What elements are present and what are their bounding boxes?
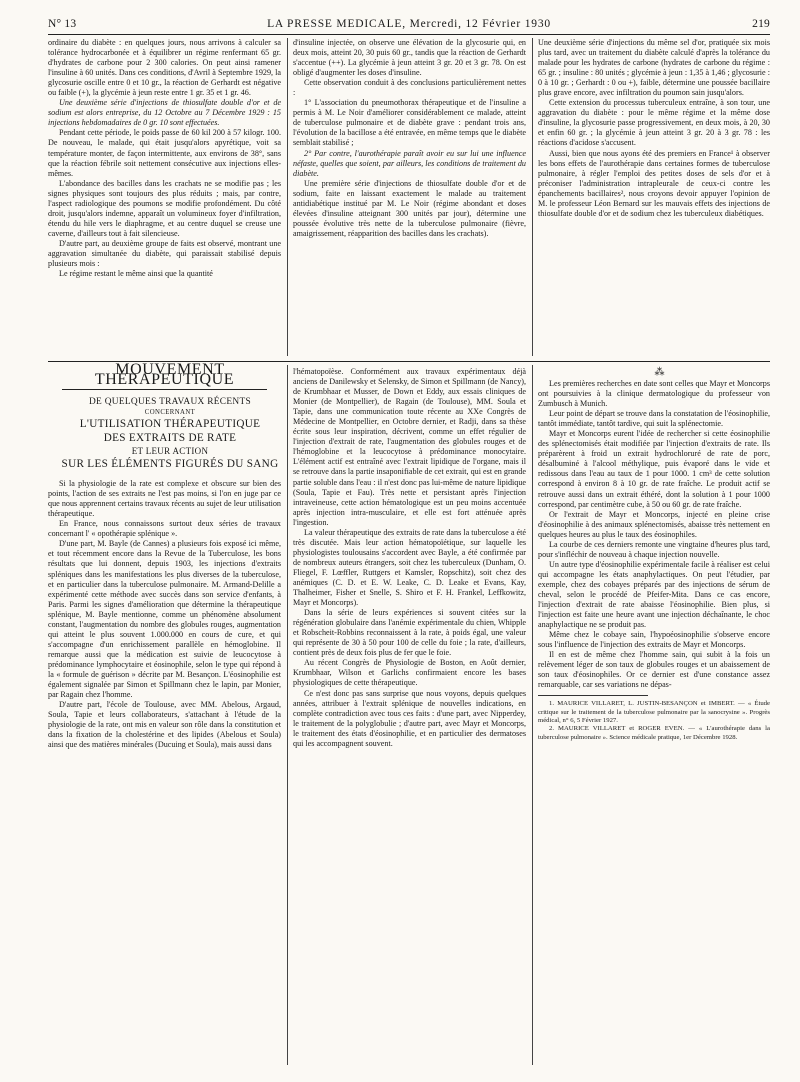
paragraph: ordinaire du diabète : en quelques jours, nous arrivons à calculer sa tolérance hydrocarbonée et à équilibrer un régime renfermant 65 gr. d'hydrates de carbone pour 2 300 calories. On peut ainsi ramener l'insuline à 60 unités. Dans ces conditions, d'Avril à Septembre 1929, la glycosurie oscille entre 0 et 10 gr., la réaction de Gerhardt est négative ou faible (+), la glycémie à jeun reste entre 1 gr. 35 et 1 gr. 46.	[48, 38, 281, 98]
paragraph: Au récent Congrès de Physiologie de Boston, en Août dernier, Krumbhaar, Wilson et Garlichs confirmaient encore les bases physiologiques de cette thérapeutique.	[293, 658, 526, 688]
paragraph: Ce n'est donc pas sans surprise que nous voyons, depuis quelques années, attribuer à l'extrait splénique de nouvelles indications, en complète contradiction avec tous ces faits : d'une part, avec Nipperdey, le traitement de la polyglobulie ; d'autre part, avec Mayr et Moncorps, le traitement des états d'éosinophilie, et en particulier des dermatoses qui les accompagnent souvent.	[293, 688, 526, 748]
header-rule	[48, 34, 770, 35]
paragraph: Un autre type d'éosinophilie expérimentale facile à réaliser est celui qui accompagne les états anaphylactiques. On peut l'étudier, par exemple, chez des cobayes préparés par des injections de sérum de cheval, selon le procédé de Pfeifer-Mita. Dans ce cas encore, l'injection d'extrait de rate abaisse l'éosinophilie. Bien plus, si l'injection est faite une heure avant une injection déchaînante, le choc anaphylactique ne se produit pas.	[538, 559, 770, 630]
footnote: 2. MAURICE VILLARET et ROGER EVEN. — « L'aurothérapie dans la tuberculose pulmonaire ». Science médicale pratique, 1er Décembre 1928.	[538, 725, 770, 741]
paragraph: Aussi, bien que nous ayons été des premiers en France¹ à observer les bons effets de l'aurothérapie dans certaines formes de tuberculose pulmonaire, à régler l'emploi des petites doses de sels d'or et à préconiser l'administration intrapleurale de ceux-ci contre les épanchements bacillaires², nous croyons devoir appuyer l'opinion de M. le professeur Léon Bernard sur les mauvais effets des injections de thiosulfate double d'or et de sodium chez les tuberculeux diabétiques.	[538, 148, 770, 218]
paragraph: l'hématopoïèse. Conformément aux travaux expérimentaux déjà anciens de Danilewsky et Selensky, de Simon et Spillmann (de Nancy), de Krumbhaar et Musser, de Down et Eddy, aux essais cliniques de Monier (de Montpellier), de Ragain (de Toulouse), MM. Soula et Tapie, dans une communication toute récente au XXe Congrès de Médecine de Montpellier, en Octobre dernier, et Radji, dans sa thèse écrite sous leur inspiration, décrivent, comme un effet régulier de l'injection d'extrait de rate, l'augmentation des globules rouges et de l'hémoglobine et la leucocytose à prédominance monocytaire. L'élément actif est entraîné avec l'extrait lipidique de l'organe, mais il se retrouve dans la partie insaponifiable de cet extrait, qui est en grande partie soluble dans l'eau : il n'est donc pas lui-même de nature lipidique (Soula, Tapie et Fau). Très nette et persistant après l'injection intraveineuse, cette action hématologique est un peu moins accentuée après injection intra-musculaire, et elle est fort atténuée après l'ingestion.	[293, 367, 526, 527]
issue-number: N° 13	[48, 18, 77, 30]
page-number: 219	[752, 18, 770, 30]
paragraph: L'abondance des bacilles dans les crachats ne se modifie pas ; les signes physiques sont toujours des plus réduits ; mais, par contre, l'aspect radiologique des poumons se modifie profondément. Du côté droit, jusqu'alors indemne, apparaît un volumineux foyer d'infiltration, étendu du hile vers le diaphragme, et au centre duquel se creuse une caverne, d'ailleurs tout à fait silencieuse.	[48, 178, 281, 238]
paragraph: Le régime restant le même ainsi que la quantité	[59, 269, 213, 279]
paragraph: D'une part, M. Bayle (de Cannes) a plusieurs fois exposé ici même, et tout récemment encore dans la Revue de la Tuberculose, les bons résultats que lui donnent, depuis 1903, les injections d'extraits spléniques dans les manifestations les plus diverses de la tuberculose, et en particulier dans la tuberculose pulmonaire. M. Armand-Delille a expérimenté cette méthode avec succès dans son service d'enfants, à Paris. Parmi les signes d'amélioration que détermine la thérapeutique splénique, M. Bayle mentionne, comme un phénomène absolument constant, l'augmentation du nombre des globules rouges, augmentation qui atteint le plus souvent 1.000.000 en cours de cure, et qui s'accompagne d'un enrichissement parallèle en hémoglobine. Il remarque aussi que la médication est suivie de leucocytose à prédominance lymphocytaire et éosinophile, selon le type qui répond à la « formule de guérison » décrite par M. Besançon. L'éosinophilie est également signalée par Simon et Spillmann chez le lapin, par Monier, par Ragain chez l'homme.	[48, 539, 281, 700]
paragraph: Mayr et Moncorps eurent l'idée de rechercher si cette éosinophilie des splénectomisés était modifiée par l'injection d'extraits de rate. Ils préparèrent à froid un extrait hydrochloruré de rate de porc, désalbuminé à l'alcool méthylique, puis évaporé dans le vide et redissous dans l'eau au taux de 1 pour 1000. 1 cm³ de cette solution correspond à environ 8 à 10 gr. de rate fraîche. Le produit actif se retrouve aussi dans un extrait éthéré, dont la solution à 1 pour 1000 correspond, par centimètre cube, à 50 ou 60 gr. de rate fraîche.	[538, 429, 770, 509]
paragraph: Les premières recherches en date sont celles que Mayr et Moncorps ont poursuivies à la clinique dermatologique du professeur von Zumbusch à Munich.	[538, 379, 770, 409]
section-asterism: ⁂	[654, 367, 665, 378]
paragraph: Il en est de même chez l'homme sain, qui subit à la fois un relèvement léger de son taux de globules rouges et un abaissement de son taux d'éosinophiles. Or ce dernier est d'une constance assez remarquable, car ses variations ne dépas-	[538, 650, 770, 690]
paragraph: Leur point de départ se trouve dans la constatation de l'éosinophilie, tantôt immédiate, tantôt tardive, qui suit la splénectomie.	[538, 409, 771, 429]
footnote: 1. MAURICE VILLARET, L. JUSTIN-BESANÇON et IMBERT. — « Étude critique sur le traitement de la tuberculose pulmonaire par la sanocrysine ». Progrès médical, n° 6, 5 Février 1927.	[538, 700, 770, 725]
paragraph: 1° L'association du pneumothorax thérapeutique et de l'insuline a permis à M. Le Noir d'améliorer considérablement ce malade, atteint de tuberculose pulmonaire et de diabète grave : pendant trois ans, l'évolution de la bacillose a été entravée, en même temps que le diabète semblait stabilisé ;	[293, 98, 526, 148]
paragraph: En France, nous connaissons surtout deux séries de travaux concernant l' « opothérapie splénique ».	[48, 519, 281, 539]
paragraph: Pendant cette période, le poids passe de 60 kil 200 à 57 kilogr. 100. De nouveau, le malade, qui était jusqu'alors apyrétique, voit sa température monter, de façon intermittente, aux environs de 38°, sans que la réaction fébrile soit nettement consécutive aux injections elles-mêmes.	[48, 128, 281, 178]
bottom-column-1	[48, 361, 281, 750]
paragraph: Or l'extrait de Mayr et Moncorps, injecté en pleine crise d'éosinophilie à des animaux splénectomisés, abaisse très nettement en quelques heures au plus le taux des éosinophiles.	[538, 509, 770, 539]
paragraph: 2° Par contre, l'aurothérapie paraît avoir eu sur lui une influence néfaste, quelles que soient, par ailleurs, les conditions de traitement du diabète.	[293, 148, 526, 178]
paragraph: Cette extension du processus tuberculeux entraîne, à son tour, une aggravation du diabète : pour le même régime et la même dose d'insuline, la glycosurie passe progressivement, en deux mois, à 20, 30 et enfin 60 gr. ; la glycémie à jeun atteint 3 gr. 20 à 3 gr. 78 : les réactions d'acidose s'accusent.	[538, 98, 770, 148]
paragraph: Une première série d'injections de thiosulfate double d'or et de sodium, faite en laissant exactement le malade au traitement antidiabétique institué par M. Le Noir (régime abondant et doses élevées d'insuline atteignant 300 unités par jour), détermine une poussée évolutive très nette de la tuberculose pulmonaire (fièvre, amaigrissement, réapparition des bacilles dans les crachats).	[293, 178, 526, 238]
column-divider	[287, 38, 288, 356]
paragraph: Dans la série de leurs expériences si souvent citées sur la régénération globulaire dans l'anémie expérimentale du chien, Whipple et Robscheit-Robbins reconnaissent à la rate, à poids égal, une valeur qui représente de 30 à 50 pour 100 de celle du foie ; la rate, d'ailleurs, contient près de deux fois plus de fer que le foie.	[293, 608, 526, 658]
article-subtitle: DES EXTRAITS DE RATE	[103, 432, 237, 445]
column-divider	[532, 38, 533, 356]
paragraph: La courbe de ces derniers remonte une vingtaine d'heures plus tard, pour s'infléchir de nouveau à chaque injection nouvelle.	[538, 539, 770, 559]
paragraph: D'autre part, au deuxième groupe de faits est observé, montrant une aggravation simultanée du diabète, qui paraissait stabilisé depuis plusieurs mois :	[48, 238, 281, 269]
bottom-column-3	[538, 367, 770, 742]
article-subtitle: CONCERNANT	[144, 409, 196, 417]
article-subtitle: L'UTILISATION THÉRAPEUTIQUE	[79, 418, 261, 431]
paragraph: Si la physiologie de la rate est complexe et obscure sur bien des points, l'action de ses extraits ne l'est pas moins, si l'on en juge par ce que nous apprennent certains travaux récents au sujet de leur utilisation thérapeutique.	[48, 479, 281, 519]
article-subtitle: SUR LES ÉLÉMENTS FIGURÉS DU SANG	[61, 458, 279, 471]
footnote-rule	[538, 695, 648, 696]
paragraph: d'insuline injectée, on observe une élévation de la glycosurie qui, en deux mois, atteint 20, 30 puis 60 gr., tandis que la réaction de Gerhardt s'accentue (++). La glycémie à jeun atteint 3 gr. 20 et 3 gr. 78. On est obligé d'augmenter les doses d'insuline.	[293, 38, 526, 78]
paragraph: Une deuxième série d'injections de thiosulfate double d'or et de sodium est alors entreprise, du 12 Octobre au 7 Décembre 1929 : 15 injections hebdomadaires de 0 gr. 10 sont effectuées.	[48, 98, 281, 128]
paragraph: Une deuxième série d'injections du même sel d'or, pratiquée six mois plus tard, avec un traitement du diabète calculé d'après la tolérance du malade pour les hydrates de carbone (hydrates de carbone du régime : 65 gr. ; insuline : 80 unités ; glycémie à jeun : 1,35 à 1,46 ; glycosurie : 0 à 10 gr. ; Gerhardt : 0 ou +), faible, détermine une poussée bacillaire plus grave encore, avec infiltration du poumon sain jusqu'alors.	[538, 38, 770, 98]
top-column-3	[538, 38, 770, 219]
bottom-column-2	[293, 367, 526, 749]
paragraph: La valeur thérapeutique des extraits de rate dans la tuberculose a été très discutée. Mais leur action hématopoïétique, sur laquelle les physiologistes toulousains s'accordent avec Bayle, a été confirmée par de nombreux auteurs étrangers, soit chez les tuberculeux (Dunham, O. Fliegel, F. Lœffler, Ruttgers et Kamsler, Ropschitz), soit chez des anémiques (C. D. et E. W. Leake, C. D. Leake et Evans, Kay, Thalheimer, Fisher et Snelle, S. Shiro et F. H. Frankel, Leffkowitz, Mayr et Moncorps).	[293, 527, 526, 608]
journal-title: LA PRESSE MEDICALE, Mercredi, 12 Février 1930	[267, 18, 551, 30]
article-title: MOUVEMENT THÉRAPEUTIQUE	[94, 361, 235, 389]
top-column-1	[48, 38, 281, 279]
top-column-2	[293, 38, 526, 239]
article-subtitle: DE QUELQUES TRAVAUX RÉCENTS	[88, 397, 251, 408]
paragraph: D'autre part, l'école de Toulouse, avec MM. Abelous, Argaud, Soula, Tapie et leurs collaborateurs, s'attachant à l'étude de la physiologie de la rate, ont mis en valeur son rôle dans la constitution et dans la fixation de la cholestérine et des lipides (Abelous et Soula) ainsi que des matières minérales (Ducuing et Soula), mais aussi dans	[48, 700, 281, 750]
column-divider	[532, 365, 533, 1065]
article-subtitle: ET LEUR ACTION	[131, 446, 209, 457]
column-divider	[287, 365, 288, 1065]
newspaper-page	[48, 18, 770, 1070]
title-rule	[62, 389, 267, 390]
paragraph: Cette observation conduit à des conclusions particulièrement nettes :	[293, 78, 526, 98]
paragraph: Même chez le cobaye sain, l'hypoéosinophilie s'observe encore sous l'influence de l'injection des extraits de Mayr et Moncorps.	[538, 630, 770, 650]
